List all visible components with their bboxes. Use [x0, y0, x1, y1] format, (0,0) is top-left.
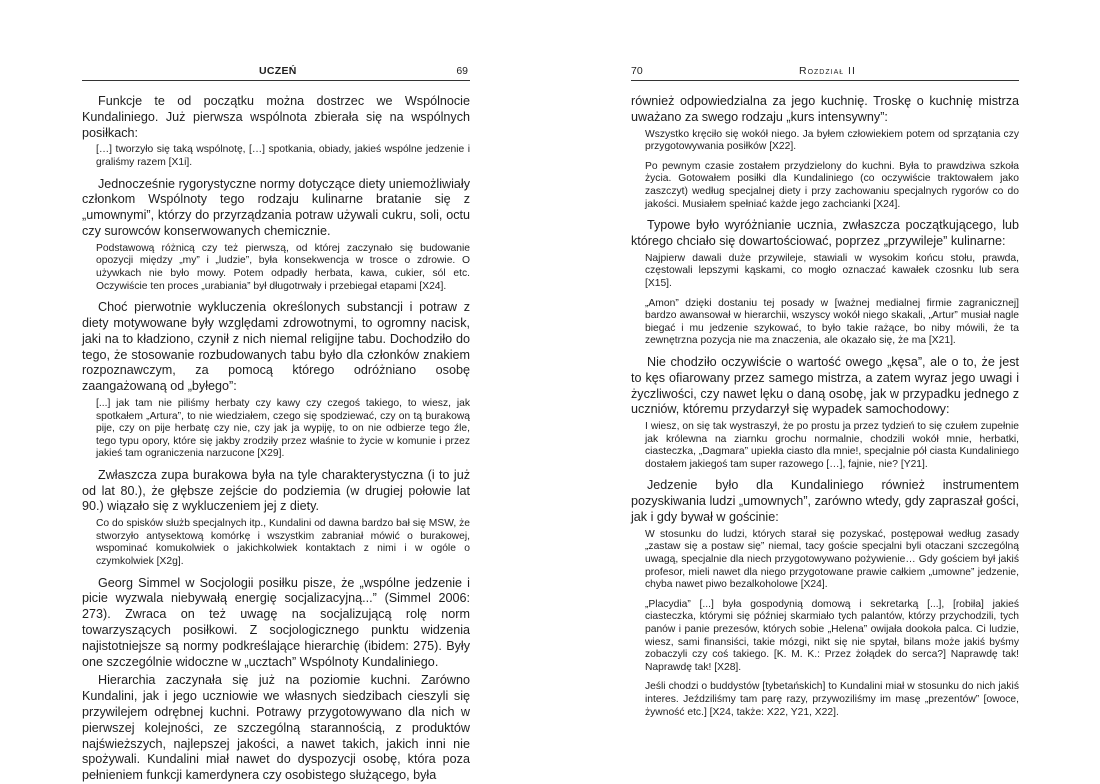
page-number: 69: [456, 65, 468, 77]
block-quote: Najpierw dawali duże przywileje, stawiali w wysokim końcu stołu, prawda, częstowali lepszymi kąskami, co mogło oznaczać kawałek czosnku lub sera [X15].: [645, 252, 1019, 289]
block-quote: „Amon” dzięki dostaniu tej posady w [ważnej medialnej firmie zagranicznej] bardzo awansował w hierarchii, wszyscy wokół niego skakali, „Artur” musiał nagle biegać i mu jedzenie szykować, to było takie rażące, bo niby mówili, że ta zewnętrzna pozycja nie ma znaczenia, ale okazało się, że ma [X21].: [645, 297, 1019, 347]
block-quote: Jeśli chodzi o buddystów [tybetańskich] to Kundalini miał w stosunku do nich jakiś interes. Jeździliśmy tam parę razy, przywoziliśmy im masę „prezentów” [owoce, żywność etc.] [X24, także: X22, Y21, X22].: [645, 681, 1019, 718]
paragraph: Funkcje te od początku można dostrzec we Wspólnocie Kundaliniego. Już pierwsza wspólnota zbierała się na wspólnych posiłkach:: [82, 94, 470, 140]
page-number: 70: [631, 65, 643, 77]
block-quote: Co do spisków służb specjalnych itp., Kundalini od dawna bardzo bał się MSW, że stworzyło antysektową komórkę i wszystkim zabraniał mówić o burakowej, wspominać komukolwiek o jakichkolwiek kontaktach z nimi i w ogóle o czymkolwiek [X2g].: [96, 518, 470, 568]
paragraph: Typowe było wyróżnianie ucznia, zwłaszcza początkującego, lub którego chciało się dowartościować, poprzez „przywileje” kulinarne:: [631, 218, 1019, 248]
paragraph: Hierarchia zaczynała się już na poziomie kuchni. Zarówno Kundalini, jak i jego uczniowie we własnych siedzibach cieszyli się przywilejem odrębnej kuchni. Potrawy przygotowywano dla nich w pierwszej kolejności, ze szczególną starannością, z produktów najświeższych, najlepszej jakości, a nawet takich, jakich inni nie spożywali. Kundalini miał nawet do dyspozycji osobę, która poza pełnieniem funkcji kamerdynera czy osobistego służącego, była: [82, 673, 470, 783]
block-quote: Wszystko kręciło się wokół niego. Ja byłem człowiekiem potem od sprzątania czy przygotowywania posiłków [X22].: [645, 128, 1019, 153]
paragraph: Georg Simmel w Socjologii posiłku pisze, że „wspólne jedzenie i picie wyzwala niebywałą energię socjalizacyjną...” (Simmel 2006: 273). Zwraca on też uwagę na socjalizującą rolę norm towarzyszących posiłkowi. Z socjologicznego punktu widzenia najistotniejsze są normy podkreślające hierarchię (ibidem: 275). Były one szczególnie widoczne w „ucztach” Wspólnoty Kundaliniego.: [82, 575, 470, 669]
paragraph-continued: również odpowiedzialna za jego kuchnię. Troskę o kuchnię mistrza uważano za swego rodzaju „kurs intensywny”:: [631, 94, 1019, 124]
paragraph: Nie chodziło oczywiście o wartość owego „kęsa”, ale o to, że jest to kęs ofiarowany przez samego mistrza, a zatem wyraz jego uwagi i życzliwości, czy nawet lęku o daną osobę, jak w przypadku jednego z uczniów, któremu przydarzył się wypadek samochodowy:: [631, 354, 1019, 417]
block-quote: W stosunku do ludzi, których starał się pozyskać, postępował według zasady „zastaw się a postaw się” niemal, tacy goście specjalni byli otaczani szczególną uwagą, specjalnie dla niech przygotowywano pożywienie… Gdy gościem był jakiś profesor, mieli nawet dla niego przygotowane prawie całkiem „umowne” jedzenie, chyba nawet piwo bezalkoholowe [X24].: [645, 528, 1019, 591]
page-content: [82, 94, 470, 783]
page-content: [631, 94, 1019, 777]
paragraph: Choć pierwotnie wykluczenia określonych substancji i potraw z diety motywowane były względami zdrowotnymi, to ogromny nacisk, jaki na to kładziono, czynił z nich niemal religijne tabu. Dochodziło do tego, że stosowanie rozbudowanych tabu było dla członków znakiem rozpoznawczym, za pomocą którego odróżniano osobę zaangażowaną od „byłego”:: [82, 300, 470, 394]
paragraph: Zwłaszcza zupa burakowa była na tyle charakterystyczna (i to już od lat 80.), że głębsze zejście do podziemia (w drugiej połowie lat 90.) wiązało się z wykluczeniem jej z diety.: [82, 467, 470, 514]
block-quote: Po pewnym czasie zostałem przydzielony do kuchni. Była to prawdziwa szkoła życia. Gotowałem posiłki dla Kundaliniego (co oczywiście traktowałem jako zaszczyt) według specjalnej diety i przy zachowaniu specjalnych rygorów co do jakości. Musiałem spełniać każde jego zachcianki [X24].: [645, 160, 1019, 210]
block-quote: „Placydia” [...] była gospodynią domową i sekretarką [...], [robiła] jakieś ciasteczka, którymi się później skarmiało tych palantów, którzy przychodzili, tych panów i panie prezesów, których sobie „Helena” owijała dookoła palca. Ci ludzie, wiesz, sami finansiści, takie mózgi, nikt się nie spytał, bilans może jakiś byśmy zobaczyli czy coś takiego. [K. M. K.: Przez żołądek do serca?] Naprawdę tak! Naprawdę tak! [X28].: [645, 598, 1019, 673]
running-head-title: Rozdział II: [799, 65, 856, 77]
right-page: [631, 0, 1019, 777]
block-quote: I wiesz, on się tak wystraszył, że po prostu ja przez tydzień to się czułem zupełnie jak królewna na ziarnku grochu normalnie, chodzili wokół mnie, herbatki, ciasteczka, „Dagmara” upiekła ciasto dla mnie!, specjalnie pół ciasta Kundaliniego dostałem jakiegoś tam super razowego […], fajnie, nie? [Y21].: [645, 421, 1019, 470]
block-quote: […] tworzyło się taką wspólnotę, […] spotkania, obiady, jakieś wspólne jedzenie i graliśmy razem [X1i].: [96, 144, 470, 168]
paragraph: Jedzenie było dla Kundaliniego również instrumentem pozyskiwania ludzi „umownych”, zarówno wtedy, gdy zapraszał gości, jak i gdy bywał w gościnie:: [631, 478, 1019, 525]
running-head: [82, 64, 470, 81]
paragraph: Jednocześnie rygorystyczne normy dotyczące diety uniemożliwiały członkom Wspólnoty tego rodzaju kulinarne bratanie się z „umownymi”, którzy do przyrządzania potraw używali cukru, soli, octu czy surowców konserwowanych chemicznie.: [82, 176, 470, 238]
running-head-title: UCZEŃ: [259, 65, 297, 77]
left-page: [82, 0, 470, 783]
block-quote: [...] jak tam nie piliśmy herbaty czy kawy czy czegoś takiego, to wiesz, jak spotkałem „Artura”, to nie wiedziałem, czego się spodziewać, czy on tą burakową pije, czy on pije herbatę czy nie, czy jak ja wypiję, to on nie odbierze tego źle, tego typu opory, które się jakby zrodziły przez właśnie to życie w komunie i przez jakieś tam ograniczenia narzucone [X29].: [96, 397, 470, 460]
running-head: [631, 64, 1019, 81]
block-quote: Podstawową różnicą czy też pierwszą, od której zaczynało się budowanie opozycji między „my” i „ludzie”, była konsekwencja w trosce o zdrowie. O używkach nie było mowy. Potem odpadły herbata, kawa, cukier, sól etc. Oczywiście ten proces „urabiania” był długotrwały i przebiegał etapami [X24].: [96, 242, 470, 292]
